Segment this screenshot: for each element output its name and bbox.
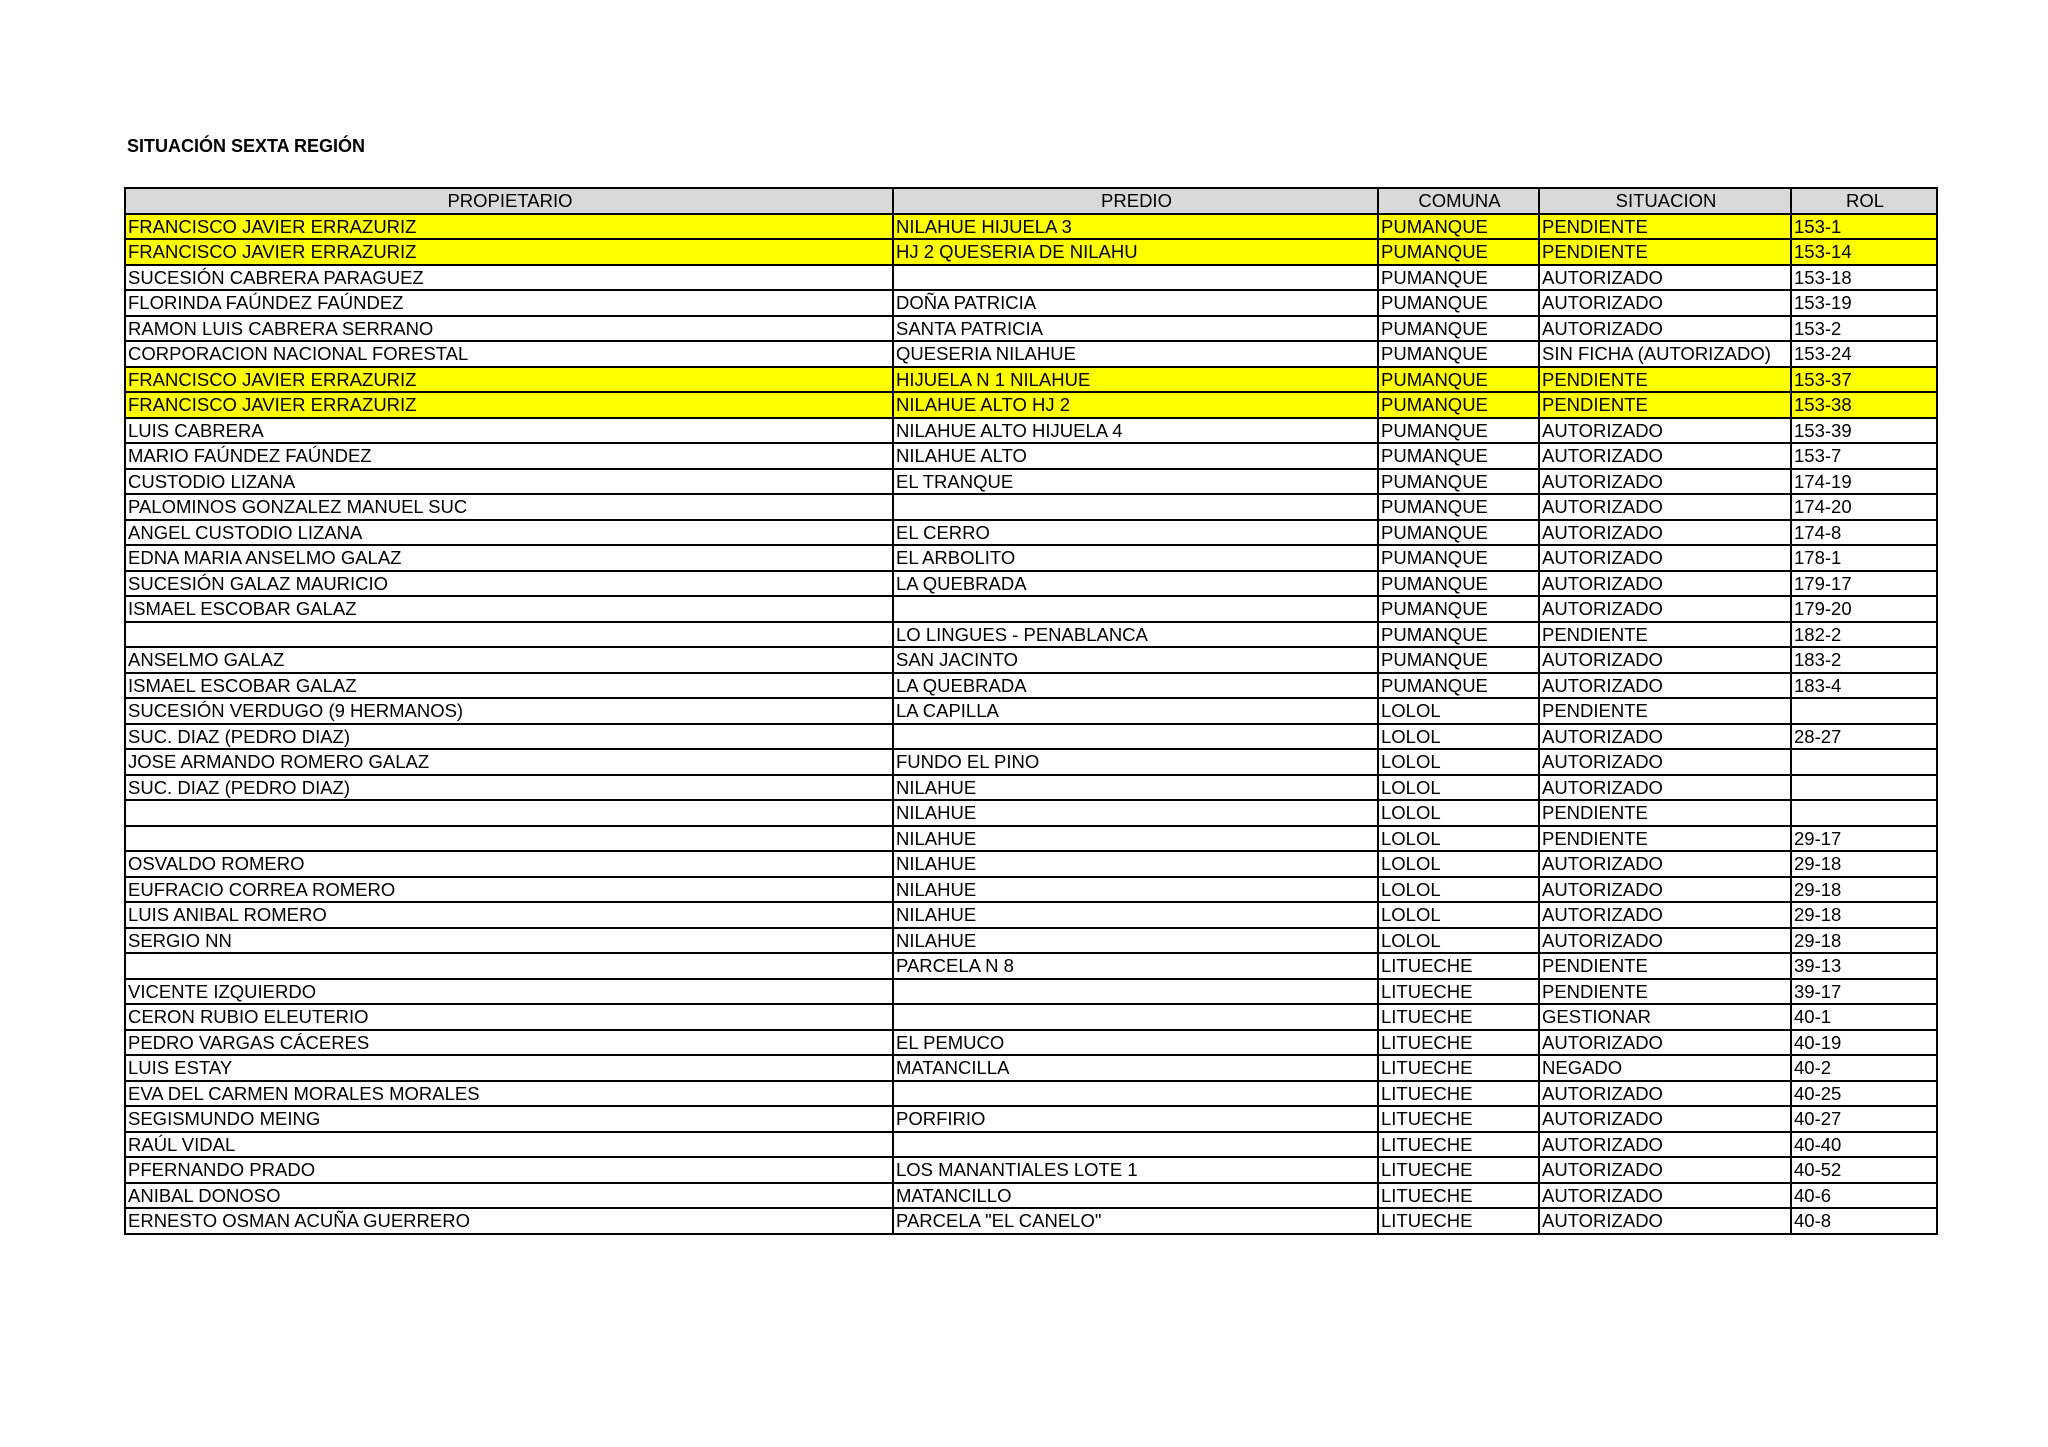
cell-comuna: LOLOL <box>1378 698 1539 724</box>
cell-predio <box>893 265 1378 291</box>
cell-situacion: PENDIENTE <box>1539 800 1791 826</box>
cell-situacion: AUTORIZADO <box>1539 418 1791 444</box>
cell-comuna: PUMANQUE <box>1378 571 1539 597</box>
cell-rol: 183-4 <box>1791 673 1937 699</box>
cell-situacion: AUTORIZADO <box>1539 469 1791 495</box>
cell-predio <box>893 1132 1378 1158</box>
cell-propietario: LUIS ESTAY <box>125 1055 893 1081</box>
cell-comuna: PUMANQUE <box>1378 341 1539 367</box>
cell-comuna: LOLOL <box>1378 775 1539 801</box>
cell-predio: MATANCILLA <box>893 1055 1378 1081</box>
cell-predio: NILAHUE <box>893 902 1378 928</box>
cell-comuna: LITUECHE <box>1378 1004 1539 1030</box>
table-row <box>125 647 1937 673</box>
cell-rol: 29-18 <box>1791 928 1937 954</box>
table-row <box>125 1081 1937 1107</box>
cell-situacion: AUTORIZADO <box>1539 316 1791 342</box>
column-header-rol: ROL <box>1791 188 1937 214</box>
cell-propietario: RAMON LUIS CABRERA SERRANO <box>125 316 893 342</box>
table-row <box>125 1157 1937 1183</box>
cell-predio: NILAHUE <box>893 928 1378 954</box>
cell-situacion: AUTORIZADO <box>1539 902 1791 928</box>
header-row <box>125 188 1937 214</box>
table-row <box>125 1004 1937 1030</box>
cell-situacion: AUTORIZADO <box>1539 851 1791 877</box>
cell-rol: 40-2 <box>1791 1055 1937 1081</box>
cell-rol: 40-8 <box>1791 1208 1937 1234</box>
cell-predio <box>893 1081 1378 1107</box>
cell-propietario: SUC. DIAZ (PEDRO DIAZ) <box>125 724 893 750</box>
cell-comuna: PUMANQUE <box>1378 673 1539 699</box>
cell-situacion: AUTORIZADO <box>1539 673 1791 699</box>
cell-situacion: AUTORIZADO <box>1539 1208 1791 1234</box>
table-row <box>125 392 1937 418</box>
cell-propietario: RAÚL VIDAL <box>125 1132 893 1158</box>
table-row <box>125 953 1937 979</box>
cell-rol: 182-2 <box>1791 622 1937 648</box>
cell-situacion: AUTORIZADO <box>1539 520 1791 546</box>
cell-comuna: PUMANQUE <box>1378 239 1539 265</box>
cell-situacion: PENDIENTE <box>1539 367 1791 393</box>
table-row <box>125 724 1937 750</box>
cell-rol <box>1791 749 1937 775</box>
cell-situacion: PENDIENTE <box>1539 239 1791 265</box>
table-row <box>125 367 1937 393</box>
cell-comuna: LOLOL <box>1378 902 1539 928</box>
cell-rol: 153-37 <box>1791 367 1937 393</box>
cell-situacion: PENDIENTE <box>1539 392 1791 418</box>
cell-comuna: LOLOL <box>1378 724 1539 750</box>
cell-situacion: SIN FICHA (AUTORIZADO) <box>1539 341 1791 367</box>
table-row <box>125 1030 1937 1056</box>
table-row <box>125 698 1937 724</box>
cell-situacion: AUTORIZADO <box>1539 928 1791 954</box>
cell-propietario: SERGIO NN <box>125 928 893 954</box>
cell-comuna: PUMANQUE <box>1378 316 1539 342</box>
cell-comuna: LITUECHE <box>1378 1030 1539 1056</box>
cell-comuna: PUMANQUE <box>1378 443 1539 469</box>
cell-comuna: PUMANQUE <box>1378 290 1539 316</box>
cell-propietario: SUCESIÓN VERDUGO (9 HERMANOS) <box>125 698 893 724</box>
cell-comuna: PUMANQUE <box>1378 494 1539 520</box>
cell-situacion: AUTORIZADO <box>1539 1132 1791 1158</box>
column-header-situacion: SITUACION <box>1539 188 1791 214</box>
cell-propietario: FRANCISCO JAVIER ERRAZURIZ <box>125 239 893 265</box>
cell-propietario: FRANCISCO JAVIER ERRAZURIZ <box>125 392 893 418</box>
cell-predio <box>893 494 1378 520</box>
table-row <box>125 545 1937 571</box>
cell-predio: NILAHUE <box>893 800 1378 826</box>
cell-propietario: SUCESIÓN GALAZ MAURICIO <box>125 571 893 597</box>
cell-situacion: PENDIENTE <box>1539 214 1791 240</box>
cell-rol: 179-20 <box>1791 596 1937 622</box>
cell-situacion: AUTORIZADO <box>1539 494 1791 520</box>
column-header-propietario: PROPIETARIO <box>125 188 893 214</box>
cell-rol: 153-39 <box>1791 418 1937 444</box>
cell-situacion: AUTORIZADO <box>1539 443 1791 469</box>
cell-comuna: PUMANQUE <box>1378 520 1539 546</box>
cell-predio <box>893 1004 1378 1030</box>
table-row <box>125 826 1937 852</box>
cell-predio: DOÑA PATRICIA <box>893 290 1378 316</box>
cell-predio: NILAHUE <box>893 877 1378 903</box>
cell-predio: PARCELA "EL CANELO" <box>893 1208 1378 1234</box>
cell-rol: 29-17 <box>1791 826 1937 852</box>
cell-comuna: LITUECHE <box>1378 1157 1539 1183</box>
cell-situacion: AUTORIZADO <box>1539 1157 1791 1183</box>
table-row <box>125 979 1937 1005</box>
cell-propietario: PALOMINOS GONZALEZ MANUEL SUC <box>125 494 893 520</box>
cell-situacion: NEGADO <box>1539 1055 1791 1081</box>
cell-predio <box>893 979 1378 1005</box>
cell-situacion: AUTORIZADO <box>1539 1183 1791 1209</box>
column-header-comuna: COMUNA <box>1378 188 1539 214</box>
cell-situacion: PENDIENTE <box>1539 979 1791 1005</box>
cell-rol: 40-6 <box>1791 1183 1937 1209</box>
cell-comuna: LOLOL <box>1378 928 1539 954</box>
table-row <box>125 1183 1937 1209</box>
cell-predio: LO LINGUES - PENABLANCA <box>893 622 1378 648</box>
table-row <box>125 775 1937 801</box>
cell-rol: 40-27 <box>1791 1106 1937 1132</box>
table-row <box>125 290 1937 316</box>
table-row <box>125 851 1937 877</box>
cell-propietario: PFERNANDO PRADO <box>125 1157 893 1183</box>
cell-comuna: LITUECHE <box>1378 1183 1539 1209</box>
table-row <box>125 316 1937 342</box>
cell-rol <box>1791 775 1937 801</box>
cell-rol: 153-19 <box>1791 290 1937 316</box>
table-row <box>125 443 1937 469</box>
cell-rol: 174-8 <box>1791 520 1937 546</box>
cell-situacion: PENDIENTE <box>1539 622 1791 648</box>
cell-comuna: LOLOL <box>1378 851 1539 877</box>
cell-predio: EL PEMUCO <box>893 1030 1378 1056</box>
cell-predio: HIJUELA N 1 NILAHUE <box>893 367 1378 393</box>
cell-comuna: LOLOL <box>1378 826 1539 852</box>
cell-comuna: PUMANQUE <box>1378 622 1539 648</box>
table-body <box>125 214 1937 1234</box>
cell-comuna: LITUECHE <box>1378 1055 1539 1081</box>
cell-situacion: AUTORIZADO <box>1539 545 1791 571</box>
cell-propietario: JOSE ARMANDO ROMERO GALAZ <box>125 749 893 775</box>
cell-comuna: PUMANQUE <box>1378 367 1539 393</box>
cell-rol: 153-24 <box>1791 341 1937 367</box>
cell-rol: 39-17 <box>1791 979 1937 1005</box>
cell-comuna: LITUECHE <box>1378 953 1539 979</box>
table-row <box>125 877 1937 903</box>
cell-predio: EL TRANQUE <box>893 469 1378 495</box>
table-row <box>125 520 1937 546</box>
cell-rol: 178-1 <box>1791 545 1937 571</box>
cell-situacion: AUTORIZADO <box>1539 265 1791 291</box>
cell-predio: NILAHUE <box>893 851 1378 877</box>
cell-propietario: EDNA MARIA ANSELMO GALAZ <box>125 545 893 571</box>
cell-rol: 40-19 <box>1791 1030 1937 1056</box>
cell-propietario: CERON RUBIO ELEUTERIO <box>125 1004 893 1030</box>
cell-comuna: PUMANQUE <box>1378 596 1539 622</box>
cell-rol: 40-25 <box>1791 1081 1937 1107</box>
table-row <box>125 1132 1937 1158</box>
table-row <box>125 265 1937 291</box>
cell-propietario: VICENTE IZQUIERDO <box>125 979 893 1005</box>
table-row <box>125 902 1937 928</box>
cell-rol: 174-20 <box>1791 494 1937 520</box>
cell-propietario: OSVALDO ROMERO <box>125 851 893 877</box>
cell-predio: PORFIRIO <box>893 1106 1378 1132</box>
cell-situacion: GESTIONAR <box>1539 1004 1791 1030</box>
cell-predio: LOS MANANTIALES LOTE 1 <box>893 1157 1378 1183</box>
cell-rol: 40-1 <box>1791 1004 1937 1030</box>
cell-predio: HJ 2 QUESERIA DE NILAHU <box>893 239 1378 265</box>
cell-situacion: AUTORIZADO <box>1539 290 1791 316</box>
cell-rol: 153-18 <box>1791 265 1937 291</box>
cell-rol: 153-14 <box>1791 239 1937 265</box>
cell-predio: FUNDO EL PINO <box>893 749 1378 775</box>
cell-rol: 153-38 <box>1791 392 1937 418</box>
cell-situacion: AUTORIZADO <box>1539 1081 1791 1107</box>
cell-predio: SANTA PATRICIA <box>893 316 1378 342</box>
cell-predio: EL CERRO <box>893 520 1378 546</box>
cell-situacion: AUTORIZADO <box>1539 775 1791 801</box>
cell-propietario: ISMAEL ESCOBAR GALAZ <box>125 673 893 699</box>
cell-comuna: PUMANQUE <box>1378 265 1539 291</box>
cell-propietario <box>125 953 893 979</box>
cell-predio: NILAHUE ALTO HJ 2 <box>893 392 1378 418</box>
table-row <box>125 494 1937 520</box>
cell-comuna: LITUECHE <box>1378 1132 1539 1158</box>
cell-comuna: PUMANQUE <box>1378 647 1539 673</box>
cell-propietario: FRANCISCO JAVIER ERRAZURIZ <box>125 367 893 393</box>
cell-rol: 40-40 <box>1791 1132 1937 1158</box>
cell-comuna: LITUECHE <box>1378 1208 1539 1234</box>
cell-comuna: LITUECHE <box>1378 1081 1539 1107</box>
cell-comuna: LITUECHE <box>1378 1106 1539 1132</box>
cell-predio: PARCELA N 8 <box>893 953 1378 979</box>
table-row <box>125 469 1937 495</box>
table-row <box>125 673 1937 699</box>
cell-propietario: SUC. DIAZ (PEDRO DIAZ) <box>125 775 893 801</box>
cell-situacion: AUTORIZADO <box>1539 647 1791 673</box>
cell-rol <box>1791 698 1937 724</box>
table-row <box>125 596 1937 622</box>
cell-propietario: LUIS CABRERA <box>125 418 893 444</box>
cell-propietario: CUSTODIO LIZANA <box>125 469 893 495</box>
cell-predio: QUESERIA NILAHUE <box>893 341 1378 367</box>
cell-situacion: AUTORIZADO <box>1539 596 1791 622</box>
cell-comuna: PUMANQUE <box>1378 214 1539 240</box>
table-row <box>125 418 1937 444</box>
cell-rol: 29-18 <box>1791 851 1937 877</box>
cell-predio <box>893 596 1378 622</box>
cell-propietario: ANIBAL DONOSO <box>125 1183 893 1209</box>
cell-rol: 40-52 <box>1791 1157 1937 1183</box>
cell-comuna: PUMANQUE <box>1378 418 1539 444</box>
cell-comuna: PUMANQUE <box>1378 392 1539 418</box>
cell-propietario <box>125 622 893 648</box>
cell-predio: NILAHUE ALTO HIJUELA 4 <box>893 418 1378 444</box>
cell-predio: LA CAPILLA <box>893 698 1378 724</box>
cell-predio: LA QUEBRADA <box>893 571 1378 597</box>
situation-table <box>124 187 1938 1235</box>
cell-propietario <box>125 800 893 826</box>
cell-predio: NILAHUE <box>893 775 1378 801</box>
cell-situacion: PENDIENTE <box>1539 826 1791 852</box>
cell-comuna: LOLOL <box>1378 800 1539 826</box>
cell-situacion: AUTORIZADO <box>1539 724 1791 750</box>
cell-comuna: PUMANQUE <box>1378 545 1539 571</box>
cell-situacion: PENDIENTE <box>1539 953 1791 979</box>
cell-propietario: MARIO FAÚNDEZ FAÚNDEZ <box>125 443 893 469</box>
cell-rol: 28-27 <box>1791 724 1937 750</box>
cell-comuna: PUMANQUE <box>1378 469 1539 495</box>
cell-propietario: FRANCISCO JAVIER ERRAZURIZ <box>125 214 893 240</box>
cell-rol: 29-18 <box>1791 877 1937 903</box>
cell-propietario: FLORINDA FAÚNDEZ FAÚNDEZ <box>125 290 893 316</box>
cell-predio: NILAHUE HIJUELA 3 <box>893 214 1378 240</box>
cell-rol: 174-19 <box>1791 469 1937 495</box>
cell-situacion: AUTORIZADO <box>1539 749 1791 775</box>
page-title: SITUACIÓN SEXTA REGIÓN <box>127 136 366 156</box>
table-row <box>125 749 1937 775</box>
cell-rol: 153-1 <box>1791 214 1937 240</box>
cell-comuna: LOLOL <box>1378 749 1539 775</box>
table-row <box>125 800 1937 826</box>
cell-rol: 153-7 <box>1791 443 1937 469</box>
table-row <box>125 928 1937 954</box>
cell-rol: 183-2 <box>1791 647 1937 673</box>
cell-propietario: EUFRACIO CORREA ROMERO <box>125 877 893 903</box>
table-row <box>125 622 1937 648</box>
table-row <box>125 571 1937 597</box>
cell-comuna: LOLOL <box>1378 877 1539 903</box>
table-header <box>125 188 1937 214</box>
cell-propietario: CORPORACION NACIONAL FORESTAL <box>125 341 893 367</box>
cell-propietario: PEDRO VARGAS CÁCERES <box>125 1030 893 1056</box>
table-row <box>125 1055 1937 1081</box>
cell-propietario: SEGISMUNDO MEING <box>125 1106 893 1132</box>
cell-situacion: AUTORIZADO <box>1539 571 1791 597</box>
cell-propietario: ERNESTO OSMAN ACUÑA GUERRERO <box>125 1208 893 1234</box>
cell-situacion: AUTORIZADO <box>1539 1106 1791 1132</box>
cell-rol: 179-17 <box>1791 571 1937 597</box>
cell-rol <box>1791 800 1937 826</box>
cell-predio: NILAHUE ALTO <box>893 443 1378 469</box>
table-row <box>125 1106 1937 1132</box>
table-row <box>125 1208 1937 1234</box>
cell-propietario: EVA DEL CARMEN MORALES MORALES <box>125 1081 893 1107</box>
cell-situacion: AUTORIZADO <box>1539 877 1791 903</box>
cell-rol: 39-13 <box>1791 953 1937 979</box>
cell-predio: SAN JACINTO <box>893 647 1378 673</box>
table-row <box>125 214 1937 240</box>
cell-situacion: AUTORIZADO <box>1539 1030 1791 1056</box>
cell-comuna: LITUECHE <box>1378 979 1539 1005</box>
cell-situacion: PENDIENTE <box>1539 698 1791 724</box>
cell-predio: NILAHUE <box>893 826 1378 852</box>
column-header-predio: PREDIO <box>893 188 1378 214</box>
cell-propietario <box>125 826 893 852</box>
cell-predio <box>893 724 1378 750</box>
cell-predio: LA QUEBRADA <box>893 673 1378 699</box>
cell-rol: 29-18 <box>1791 902 1937 928</box>
cell-propietario: ISMAEL ESCOBAR GALAZ <box>125 596 893 622</box>
cell-propietario: SUCESIÓN CABRERA PARAGUEZ <box>125 265 893 291</box>
cell-rol: 153-2 <box>1791 316 1937 342</box>
cell-predio: EL ARBOLITO <box>893 545 1378 571</box>
cell-predio: MATANCILLO <box>893 1183 1378 1209</box>
cell-propietario: ANGEL CUSTODIO LIZANA <box>125 520 893 546</box>
cell-propietario: LUIS ANIBAL ROMERO <box>125 902 893 928</box>
cell-propietario: ANSELMO GALAZ <box>125 647 893 673</box>
table-row <box>125 341 1937 367</box>
table-row <box>125 239 1937 265</box>
